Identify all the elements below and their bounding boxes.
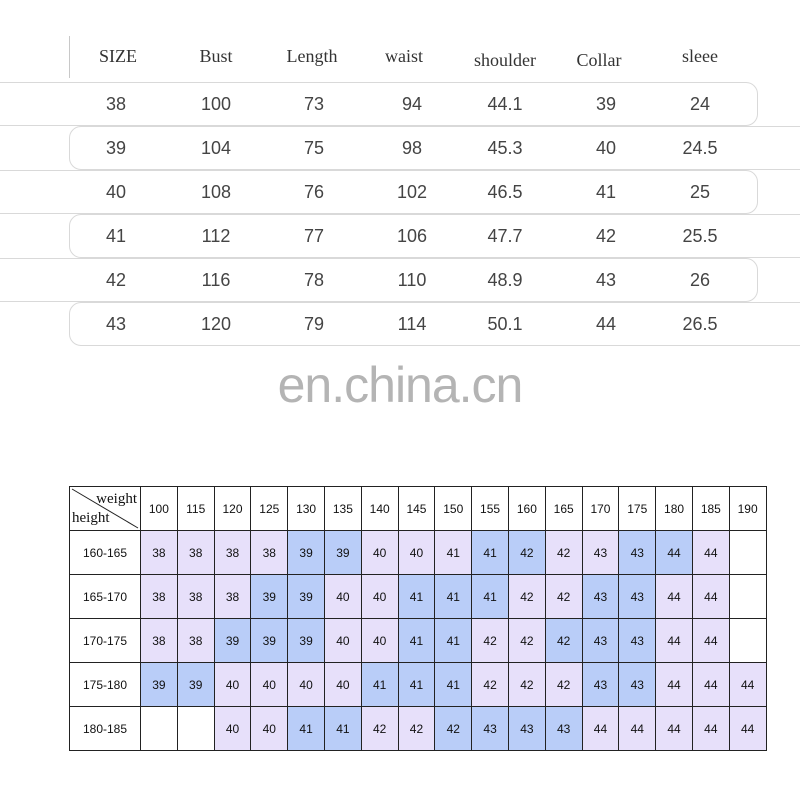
size-cell: 45.3	[487, 138, 523, 158]
size-value-cell: 40	[324, 619, 361, 663]
height-row	[70, 575, 767, 619]
weight-header: 100	[141, 487, 178, 531]
size-value-cell: 42	[435, 707, 472, 751]
height-row	[70, 619, 767, 663]
size-value-cell: 44	[692, 707, 729, 751]
size-value-cell: 41	[288, 707, 325, 751]
size-value-cell: 41	[435, 619, 472, 663]
weight-header: 160	[508, 487, 545, 531]
size-cell: 42	[595, 226, 617, 246]
size-value-cell: 43	[582, 663, 619, 707]
size-value-cell: 39	[288, 531, 325, 575]
size-value-cell: 43	[619, 663, 656, 707]
size-value-cell: 42	[508, 663, 545, 707]
size-value-cell	[177, 707, 214, 751]
size-cell: 24	[689, 94, 711, 114]
size-value-cell: 44	[656, 619, 693, 663]
size-value-cell: 39	[177, 663, 214, 707]
size-cell: 110	[397, 270, 427, 290]
size-cell: 120	[200, 314, 232, 334]
size-cell: 42	[105, 270, 127, 290]
weight-height-grid	[69, 486, 767, 751]
size-value-cell: 44	[692, 619, 729, 663]
header-length: Length	[286, 46, 338, 66]
size-row	[0, 82, 800, 126]
size-cell: 100	[200, 94, 232, 114]
size-value-cell: 44	[692, 663, 729, 707]
corner-height-label: height	[72, 510, 110, 526]
header-shoulder: shoulder	[474, 50, 536, 70]
size-value-cell: 42	[472, 663, 509, 707]
size-value-cell: 44	[582, 707, 619, 751]
size-cell: 47.7	[487, 226, 523, 246]
size-value-cell: 42	[508, 531, 545, 575]
size-value-cell: 38	[141, 575, 178, 619]
size-value-cell: 40	[214, 663, 251, 707]
size-value-cell: 40	[361, 531, 398, 575]
size-cell: 76	[303, 182, 325, 202]
size-cell: 78	[303, 270, 325, 290]
size-value-cell: 42	[545, 575, 582, 619]
size-row	[0, 258, 800, 302]
size-cell: 44	[595, 314, 617, 334]
size-value-cell: 39	[288, 575, 325, 619]
weight-header: 165	[545, 487, 582, 531]
size-cell: 112	[201, 226, 231, 246]
size-cell: 38	[105, 94, 127, 114]
weight-header: 185	[692, 487, 729, 531]
size-cell: 41	[595, 182, 617, 202]
size-value-cell: 44	[692, 575, 729, 619]
size-value-cell: 44	[692, 531, 729, 575]
size-cell: 25.5	[682, 226, 718, 246]
size-cell: 106	[396, 226, 428, 246]
size-value-cell: 38	[214, 575, 251, 619]
size-value-cell: 44	[656, 575, 693, 619]
weight-header: 130	[288, 487, 325, 531]
size-value-cell: 40	[361, 619, 398, 663]
size-row	[0, 302, 800, 346]
size-value-cell: 41	[435, 575, 472, 619]
height-label: 160-165	[70, 531, 141, 575]
size-cell: 44.1	[487, 94, 523, 114]
size-value-cell: 39	[214, 619, 251, 663]
size-cell: 75	[303, 138, 325, 158]
weight-header: 135	[324, 487, 361, 531]
weight-header: 140	[361, 487, 398, 531]
weight-header: 145	[398, 487, 435, 531]
height-label: 180-185	[70, 707, 141, 751]
size-value-cell: 38	[141, 531, 178, 575]
size-value-cell: 38	[177, 531, 214, 575]
weight-header: 115	[177, 487, 214, 531]
size-cell: 39	[105, 138, 127, 158]
size-cell: 102	[396, 182, 428, 202]
size-value-cell: 40	[398, 531, 435, 575]
size-value-cell: 42	[472, 619, 509, 663]
size-value-cell: 40	[214, 707, 251, 751]
size-cell: 50.1	[487, 314, 523, 334]
size-cell: 43	[105, 314, 127, 334]
size-value-cell: 38	[177, 619, 214, 663]
size-cell: 98	[401, 138, 423, 158]
size-value-cell: 44	[656, 663, 693, 707]
size-value-cell: 41	[435, 531, 472, 575]
size-cell: 116	[201, 270, 231, 290]
size-value-cell: 44	[729, 663, 766, 707]
size-cell: 94	[401, 94, 423, 114]
size-value-cell: 38	[177, 575, 214, 619]
size-cell: 108	[200, 182, 232, 202]
size-cell: 104	[200, 138, 232, 158]
size-value-cell: 42	[508, 619, 545, 663]
size-cell: 46.5	[487, 182, 523, 202]
size-value-cell: 40	[251, 663, 288, 707]
size-value-cell: 42	[545, 619, 582, 663]
weight-header: 170	[582, 487, 619, 531]
size-value-cell: 44	[656, 707, 693, 751]
size-value-cell: 39	[324, 531, 361, 575]
size-value-cell	[729, 619, 766, 663]
size-value-cell: 39	[288, 619, 325, 663]
weight-header: 175	[619, 487, 656, 531]
size-value-cell: 44	[619, 707, 656, 751]
size-value-cell: 43	[545, 707, 582, 751]
size-cell: 40	[595, 138, 617, 158]
size-table	[0, 0, 800, 360]
size-value-cell: 40	[288, 663, 325, 707]
size-value-cell: 43	[472, 707, 509, 751]
size-row	[0, 214, 800, 258]
size-cell: 26	[689, 270, 711, 290]
size-value-cell: 43	[619, 619, 656, 663]
size-cell: 25	[689, 182, 711, 202]
size-value-cell: 38	[141, 619, 178, 663]
weight-header: 190	[729, 487, 766, 531]
height-row	[70, 707, 767, 751]
size-value-cell: 44	[656, 531, 693, 575]
size-value-cell: 40	[324, 663, 361, 707]
size-value-cell: 44	[729, 707, 766, 751]
height-label: 175-180	[70, 663, 141, 707]
header-collar: Collar	[576, 50, 622, 70]
size-value-cell: 40	[361, 575, 398, 619]
size-value-cell: 43	[619, 531, 656, 575]
size-cell: 43	[595, 270, 617, 290]
size-value-cell: 39	[251, 575, 288, 619]
weight-header: 180	[656, 487, 693, 531]
size-row	[0, 170, 800, 214]
size-value-cell: 39	[251, 619, 288, 663]
weight-header: 125	[251, 487, 288, 531]
size-value-cell: 42	[545, 663, 582, 707]
weight-header: 150	[435, 487, 472, 531]
size-cell: 40	[105, 182, 127, 202]
header-sleeve: sleee	[682, 46, 718, 66]
size-cell: 114	[397, 314, 427, 334]
size-value-cell	[729, 531, 766, 575]
size-row	[0, 126, 800, 170]
size-value-cell: 41	[472, 531, 509, 575]
weight-header: 155	[472, 487, 509, 531]
size-cell: 48.9	[487, 270, 523, 290]
size-cell: 73	[303, 94, 325, 114]
size-value-cell: 42	[361, 707, 398, 751]
size-value-cell: 43	[619, 575, 656, 619]
size-value-cell: 42	[508, 575, 545, 619]
corner-weight-label: weight	[96, 491, 137, 507]
weight-header: 120	[214, 487, 251, 531]
size-value-cell: 41	[398, 619, 435, 663]
size-cell: 24.5	[682, 138, 718, 158]
size-value-cell: 41	[361, 663, 398, 707]
size-value-cell: 43	[582, 619, 619, 663]
size-value-cell: 43	[582, 531, 619, 575]
size-cell: 41	[105, 226, 127, 246]
header-bust: Bust	[199, 46, 233, 66]
size-value-cell: 43	[508, 707, 545, 751]
size-value-cell: 42	[398, 707, 435, 751]
size-value-cell: 42	[545, 531, 582, 575]
size-value-cell	[141, 707, 178, 751]
corner-cell	[70, 487, 141, 531]
size-value-cell: 40	[251, 707, 288, 751]
header-waist: waist	[385, 46, 423, 66]
size-value-cell: 40	[324, 575, 361, 619]
height-label: 170-175	[70, 619, 141, 663]
watermark: en.china.cn	[277, 357, 523, 413]
size-value-cell: 39	[141, 663, 178, 707]
size-value-cell	[729, 575, 766, 619]
size-value-cell: 41	[398, 663, 435, 707]
size-value-cell: 41	[324, 707, 361, 751]
size-value-cell: 41	[398, 575, 435, 619]
size-value-cell: 43	[582, 575, 619, 619]
height-label: 165-170	[70, 575, 141, 619]
size-value-cell: 38	[251, 531, 288, 575]
height-row	[70, 663, 767, 707]
size-value-cell: 38	[214, 531, 251, 575]
size-cell: 26.5	[682, 314, 718, 334]
size-value-cell: 41	[435, 663, 472, 707]
size-cell: 39	[595, 94, 617, 114]
header-size: SIZE	[99, 46, 137, 66]
size-cell: 77	[303, 226, 325, 246]
size-cell: 79	[303, 314, 325, 334]
height-row	[70, 531, 767, 575]
size-value-cell: 41	[472, 575, 509, 619]
